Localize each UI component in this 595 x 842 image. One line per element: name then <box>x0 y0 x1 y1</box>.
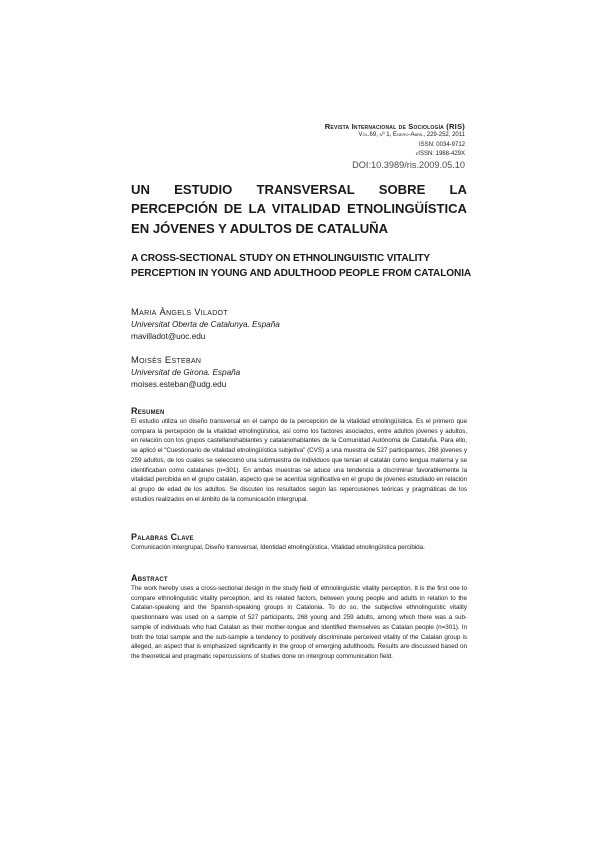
author-name: Moisès Esteban <box>131 354 202 365</box>
abstract-text: The work hereby uses a cross-sectional design in the study field of ethnolinguistic vitality perception. It is the first one to compare ethnolinguistic vitality perception, and its related factors, between young people and adults in relation to the Catalan-speaking and the Spanish-speaking groups in Catalonia. To do so, the subjective ethnolinguistic vitality questionnaire was used on a sample of 527 participants, 268 young and 259 adults, among which there was a sub-sample of individuals who had Catalan as their mother-tongue and identified themselves as Catalan people (n=301). In both the total sample and the sub-sample a tendency to positively discriminate perceived vitality of the Catalan group is alleged, an aspect that is emphasized significantly in the group of emerging adulthoods. Results are discussed based on the theoretical and pragmatic repercussions of studies done on intergroup communication field. <box>131 585 467 660</box>
article-title-spanish: UN ESTUDIO TRANSVERSAL SOBRE LA PERCEPCIÓN DE LA VITALIDAD ETNOLINGÜÍSTICA EN JÓVENES Y ADULTOS DE CATALUÑA <box>131 182 467 236</box>
palabras-clave-section <box>131 532 467 553</box>
author-email[interactable]: mavilladot@uoc.edu <box>131 332 206 341</box>
journal-issue: Vol.69, nº 1, Enero-Abril, 229-252, 2011 <box>358 132 465 138</box>
author-name: Maria Àngels Viladot <box>131 306 228 317</box>
author-block-2 <box>131 354 240 392</box>
abstract-heading: Abstract <box>131 573 168 583</box>
article-title-english: A CROSS-SECTIONAL STUDY ON ETHNOLINGUISTIC VITALITY PERCEPTION IN YOUNG AND ADULTHOOD PEOPLE FROM CATALONIA <box>131 253 472 280</box>
palabras-clave-heading: Palabras Clave <box>131 532 194 542</box>
journal-eissn: eISSN: 1988-429X <box>415 151 465 157</box>
resumen-heading: Resumen <box>131 406 165 416</box>
abstract-section <box>131 573 467 662</box>
author-email[interactable]: moises.esteban@udg.edu <box>131 380 227 389</box>
author-affiliation: Universitat de Girona. España <box>131 367 241 377</box>
author-affiliation: Universitat Oberta de Catalunya. España <box>131 319 280 329</box>
author-block-1 <box>131 306 280 344</box>
journal-masthead <box>325 122 465 171</box>
journal-name: Revista Internacional de Sociología (RIS) <box>324 122 465 131</box>
palabras-clave-text: Comunicación intergrupal, Diseño transversal, Identidad etnolingüística, Vitalidad etnolingüística percibida. <box>131 544 425 551</box>
journal-issn: ISSN: 0034-9712 <box>418 141 465 148</box>
article-doi[interactable]: DOI:10.3989/ris.2009.05.10 <box>352 159 465 170</box>
resumen-section <box>131 406 467 504</box>
resumen-text: El estudio utiliza un diseño transversal en el campo de la percepción de la vitalidad etnolingüística. Es el primero que compara la percepción de la vitalidad etnolingüística, así como los factores asociados, entre adultos jóvenes y adultos, en relación con los grupos castellanohablantes y catalanohablantes de la Comunidad Autónoma de Cataluña. Para ello, se aplicó el “Cuestionario de vitalidad etnolingüística subjetiva” (CVS) a una muestra de 527 participantes, 268 jóvenes y 259 adultos, de los cuales se seleccionó una submuestra de individuos que tenían el catalán como lengua materna y se identificaban como catalanes (n=301). En ambas muestras se aduce una tendencia a discriminar favorablemente la vitalidad percibida en el grupo catalán, aspecto que se acentúa significativa en el grupo de jóvenes estudiado en relación al grupo de edad de los adultos. Se discuten los resultados según las repercusiones teóricas y pragmáticas de los estudios realizados en el ámbito de la comunicación intergrupal. <box>131 418 467 503</box>
